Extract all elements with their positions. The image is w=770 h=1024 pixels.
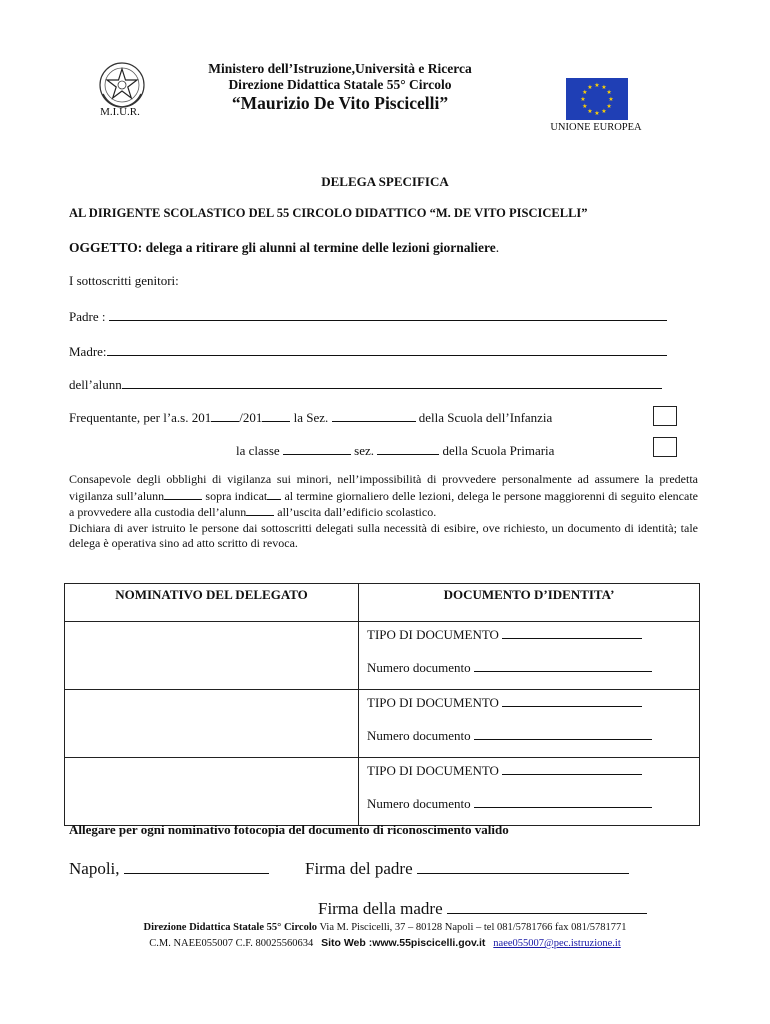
padre-signature-blank[interactable]: [417, 857, 629, 874]
subject-line: [69, 240, 499, 256]
eu-star-icon: ★: [606, 90, 612, 96]
footer-address: [0, 922, 770, 933]
padre-blank[interactable]: [109, 307, 667, 321]
table-row: [65, 758, 700, 826]
document-title: DELEGA SPECIFICA: [321, 174, 449, 189]
date-blank[interactable]: [124, 857, 269, 874]
tipo-blank[interactable]: [502, 761, 642, 775]
numero-blank[interactable]: [474, 794, 652, 808]
numero-blank[interactable]: [474, 726, 652, 740]
madre-label: Madre:: [69, 344, 107, 359]
table-header-row: [65, 584, 700, 622]
madre-blank[interactable]: [107, 342, 667, 356]
eu-star-icon: ★: [587, 109, 593, 116]
city-label: Napoli,: [69, 859, 120, 878]
year-start-blank[interactable]: [211, 408, 239, 422]
addressee: AL DIRIGENTE SCOLASTICO DEL 55 CIRCOLO DIDATTICO “M. DE VITO PISCICELLI”: [69, 206, 588, 220]
delegate-name-cell-1[interactable]: [65, 622, 359, 690]
para-text-1: Consapevole degli obblighi di vigilanza sui minori, nell’impossibilità di provvedere personalmente ad assumere la predetta vigilanza sull’alunn: [69, 472, 698, 503]
para-blank-3[interactable]: [246, 504, 274, 516]
italian-republic-emblem-icon: [97, 60, 147, 110]
para-text-2: sopra indicat: [205, 488, 268, 503]
para-blank-1[interactable]: [164, 488, 202, 500]
delegate-name-cell-3[interactable]: [65, 758, 359, 826]
para-text-3: al termine giornaliero delle lezioni, delega le persone maggiorenni di seguito elencate a provvedere alla custodia dell’alunn: [69, 488, 698, 519]
table-row: [65, 622, 700, 690]
eu-star-icon: ★: [601, 84, 607, 91]
sez-primaria-label: sez.: [354, 443, 375, 458]
sez-primaria-blank[interactable]: [377, 441, 439, 455]
primaria-label: della Scuola Primaria: [442, 443, 555, 458]
classe-label: la classe: [236, 443, 280, 458]
eu-star-icon: ★: [582, 104, 588, 110]
tipo-label: TIPO DI DOCUMENTO: [367, 627, 499, 642]
eu-star-icon: ★: [606, 104, 612, 110]
para-text-4: all’uscita dall’edificio scolastico.: [277, 505, 437, 519]
alunno-field: [69, 375, 662, 393]
subject-end: .: [495, 240, 500, 255]
table-row: [65, 690, 700, 758]
madre-field: [69, 342, 667, 360]
numero-row: [359, 723, 699, 756]
eu-label: UNIONE EUROPEA: [550, 122, 642, 133]
eu-star-icon: ★: [594, 111, 600, 117]
sez-infanzia-blank[interactable]: [332, 408, 416, 422]
padre-signature-field: [305, 857, 629, 879]
footer-school: Direzione Didattica Statale 55° Circolo: [143, 922, 318, 933]
ministry-line: Ministero dell’Istruzione,Università e Ricerca: [208, 61, 472, 76]
madre-signature-blank[interactable]: [447, 897, 647, 914]
footer-codes: [0, 937, 770, 949]
madre-signature-field: [318, 897, 647, 919]
delegates-table: [64, 583, 700, 826]
attach-note: Allegare per ogni nominativo fotocopia del documento di riconoscimento valido: [69, 822, 509, 837]
document-cell-3: [359, 758, 700, 826]
para-text-5: Dichiara di aver istruito le persone dai sottoscritti delegati sulla necessità di esibire, ove richiesto, un documento di identità; tale delega è operativa sino ad atto scritto di revoca.: [69, 520, 698, 550]
declaration-paragraph: [69, 472, 698, 552]
school-name: “Maurizio De Vito Piscicelli”: [231, 93, 449, 113]
numero-row: [359, 791, 699, 824]
tipo-blank[interactable]: [502, 693, 642, 707]
infanzia-label: della Scuola dell’Infanzia: [418, 410, 553, 425]
numero-blank[interactable]: [474, 658, 652, 672]
eu-star-icon: ★: [587, 84, 593, 91]
eu-flag-icon: [566, 78, 628, 120]
eu-star-icon: ★: [601, 109, 607, 116]
freq-label: Frequentante, per l’a.s. 201: [69, 410, 212, 425]
tipo-label: TIPO DI DOCUMENTO: [367, 695, 499, 710]
eu-star-icon: ★: [608, 97, 614, 103]
footer-website[interactable]: Sito Web :www.55piscicelli.gov.it: [321, 937, 486, 949]
infanzia-checkbox[interactable]: [653, 406, 677, 426]
eu-star-icon: ★: [580, 97, 586, 103]
eu-star-icon: ★: [594, 83, 600, 89]
madre-signature-label: Firma della madre: [318, 899, 443, 918]
delegate-name-cell-2[interactable]: [65, 690, 359, 758]
tipo-row: [359, 758, 699, 791]
alunno-label: dell’alunn: [69, 377, 122, 392]
sez-label: la Sez.: [293, 410, 329, 425]
tipo-row: [359, 690, 699, 723]
tipo-blank[interactable]: [502, 625, 642, 639]
col-nominativo: NOMINATIVO DEL DELEGATO: [65, 584, 359, 622]
subject-text: delega a ritirare gli alunni al termine delle lezioni giornaliere: [145, 240, 496, 255]
footer-email-link[interactable]: naee055007@pec.istruzione.it: [493, 938, 621, 949]
intro-text: I sottoscritti genitori:: [69, 273, 179, 288]
subject-label: OGGETTO:: [69, 240, 143, 255]
classe-blank[interactable]: [283, 441, 351, 455]
eu-star-icon: ★: [582, 90, 588, 96]
freq-year-sep: /201: [239, 410, 263, 425]
frequentante-field: [69, 408, 552, 426]
year-end-blank[interactable]: [262, 408, 290, 422]
padre-field: [69, 307, 667, 325]
footer-codes-text: C.M. NAEE055007 C.F. 80025560634: [149, 938, 314, 949]
padre-label: Padre :: [69, 309, 106, 324]
alunno-blank[interactable]: [122, 375, 662, 389]
padre-signature-label: Firma del padre: [305, 859, 413, 878]
document-cell-2: [359, 690, 700, 758]
tipo-row: [359, 622, 699, 655]
numero-label: Numero documento: [367, 796, 471, 811]
numero-label: Numero documento: [367, 660, 471, 675]
tipo-label: TIPO DI DOCUMENTO: [367, 763, 499, 778]
school-header: [170, 61, 510, 113]
classe-field: [236, 441, 554, 459]
primaria-checkbox[interactable]: [653, 437, 677, 457]
city-date-field: [69, 857, 269, 879]
numero-label: Numero documento: [367, 728, 471, 743]
miur-label: M.I.U.R.: [100, 106, 140, 118]
numero-row: [359, 655, 699, 688]
col-documento: DOCUMENTO D’IDENTITA’: [359, 584, 700, 622]
footer-address-text: Via M. Piscicelli, 37 – 80128 Napoli – tel 081/5781766 fax 081/5781771: [319, 922, 627, 933]
document-cell-1: [359, 622, 700, 690]
school-direction-line: Direzione Didattica Statale 55° Circolo: [228, 77, 452, 92]
para-blank-2[interactable]: [267, 488, 281, 500]
